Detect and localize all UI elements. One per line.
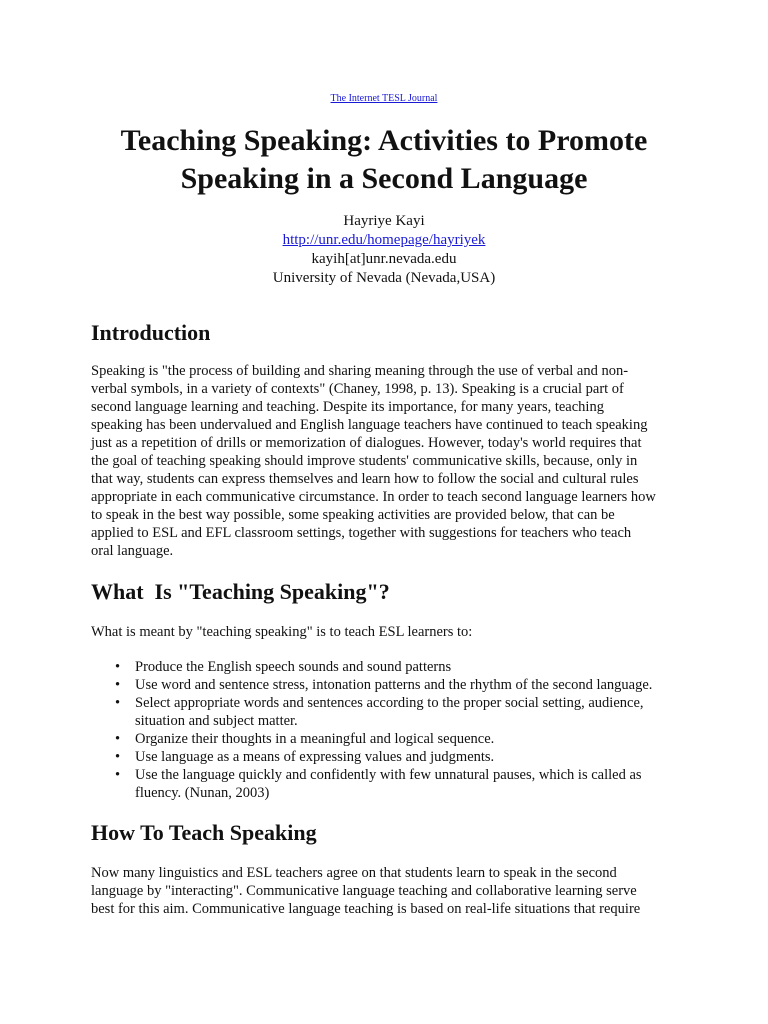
paragraph-line: second language learning and teaching. Despite its importance, for many years, teaching	[91, 399, 604, 415]
list-item-text: Use the language quickly and confidently with few unnatural pauses, which is called as	[135, 767, 642, 783]
paragraph-line: to speak in the best way possible, some speaking activities are provided below, that can be	[91, 507, 615, 523]
introduction-paragraph	[91, 362, 681, 560]
paragraph-line: that way, students can express themselves and learn how to follow the social and cultural rules	[91, 471, 639, 487]
paragraph-line: applied to ESL and EFL classroom settings, together with suggestions for teachers who teach	[91, 525, 632, 541]
bullet-icon: •	[115, 677, 121, 693]
bullet-icon: •	[115, 695, 121, 711]
list-item-text: Produce the English speech sounds and sound patterns	[135, 659, 452, 675]
what-is-section	[91, 579, 681, 605]
paragraph-line: verbal symbols, in a variety of contexts" (Chaney, 1998, p. 13). Speaking is a crucial part of	[91, 381, 624, 397]
list-item	[91, 694, 691, 730]
page-title	[0, 122, 768, 198]
journal-link[interactable]: The Internet TESL Journal	[330, 93, 438, 104]
title-line-1: Teaching Speaking: Activities to Promote	[120, 124, 648, 157]
list-item	[91, 748, 691, 766]
what-is-intro	[91, 623, 681, 641]
paragraph-line: language by "interacting". Communicative language teaching and collaborative learning serve	[91, 883, 637, 899]
paragraph-line: appropriate in each communicative circumstance. In order to teach second language learners how	[91, 489, 656, 505]
list-item-text: Select appropriate words and sentences according to the proper social setting, audience,	[135, 695, 644, 711]
paragraph-line: best for this aim. Communicative language teaching is based on real-life situations that require	[91, 901, 641, 917]
list-item-text: Use word and sentence stress, intonation patterns and the rhythm of the second language.	[135, 677, 653, 693]
list-item	[91, 676, 691, 694]
bullet-icon: •	[115, 659, 121, 675]
paragraph-line: Now many linguistics and ESL teachers agree on that students learn to speak in the second	[91, 865, 617, 881]
how-to-section	[91, 820, 681, 846]
author-email: kayih[at]unr.nevada.edu	[311, 251, 457, 267]
bullet-icon: •	[115, 731, 121, 747]
author-block	[0, 212, 768, 288]
bullet-icon: •	[115, 767, 121, 783]
list-item	[91, 658, 691, 676]
speaking-goals-list	[91, 658, 691, 802]
paragraph-line: just as a repetition of drills or memorization of dialogues. However, today's world requires that	[91, 435, 642, 451]
author-affiliation: University of Nevada (Nevada,USA)	[272, 270, 496, 286]
list-item-text: fluency. (Nunan, 2003)	[135, 785, 270, 801]
what-is-intro-text: What is meant by "teaching speaking" is to teach ESL learners to:	[91, 624, 473, 640]
title-line-2: Speaking in a Second Language	[180, 162, 588, 195]
paragraph-line: oral language.	[91, 543, 174, 559]
author-name: Hayriye Kayi	[343, 213, 425, 229]
list-item-text: situation and subject matter.	[135, 713, 298, 729]
how-to-heading: How To Teach Speaking	[91, 820, 317, 845]
list-item	[91, 766, 691, 802]
paragraph-line: the goal of teaching speaking should improve students' communicative skills, because, only in	[91, 453, 638, 469]
what-is-heading: What Is "Teaching Speaking"?	[91, 579, 390, 604]
list-item-text: Organize their thoughts in a meaningful and logical sequence.	[135, 731, 495, 747]
introduction-heading: Introduction	[91, 320, 211, 345]
introduction-section	[91, 320, 681, 346]
bullet-icon: •	[115, 749, 121, 765]
how-to-paragraph	[91, 864, 681, 918]
paragraph-line: Speaking is "the process of building and sharing meaning through the use of verbal and non-	[91, 363, 629, 379]
paragraph-line: speaking has been undervalued and English language teachers have continued to teach speaking	[91, 417, 648, 433]
list-item-text: Use language as a means of expressing values and judgments.	[135, 749, 495, 765]
list-item	[91, 730, 691, 748]
author-homepage-link[interactable]: http://unr.edu/homepage/hayriyek	[282, 232, 486, 248]
